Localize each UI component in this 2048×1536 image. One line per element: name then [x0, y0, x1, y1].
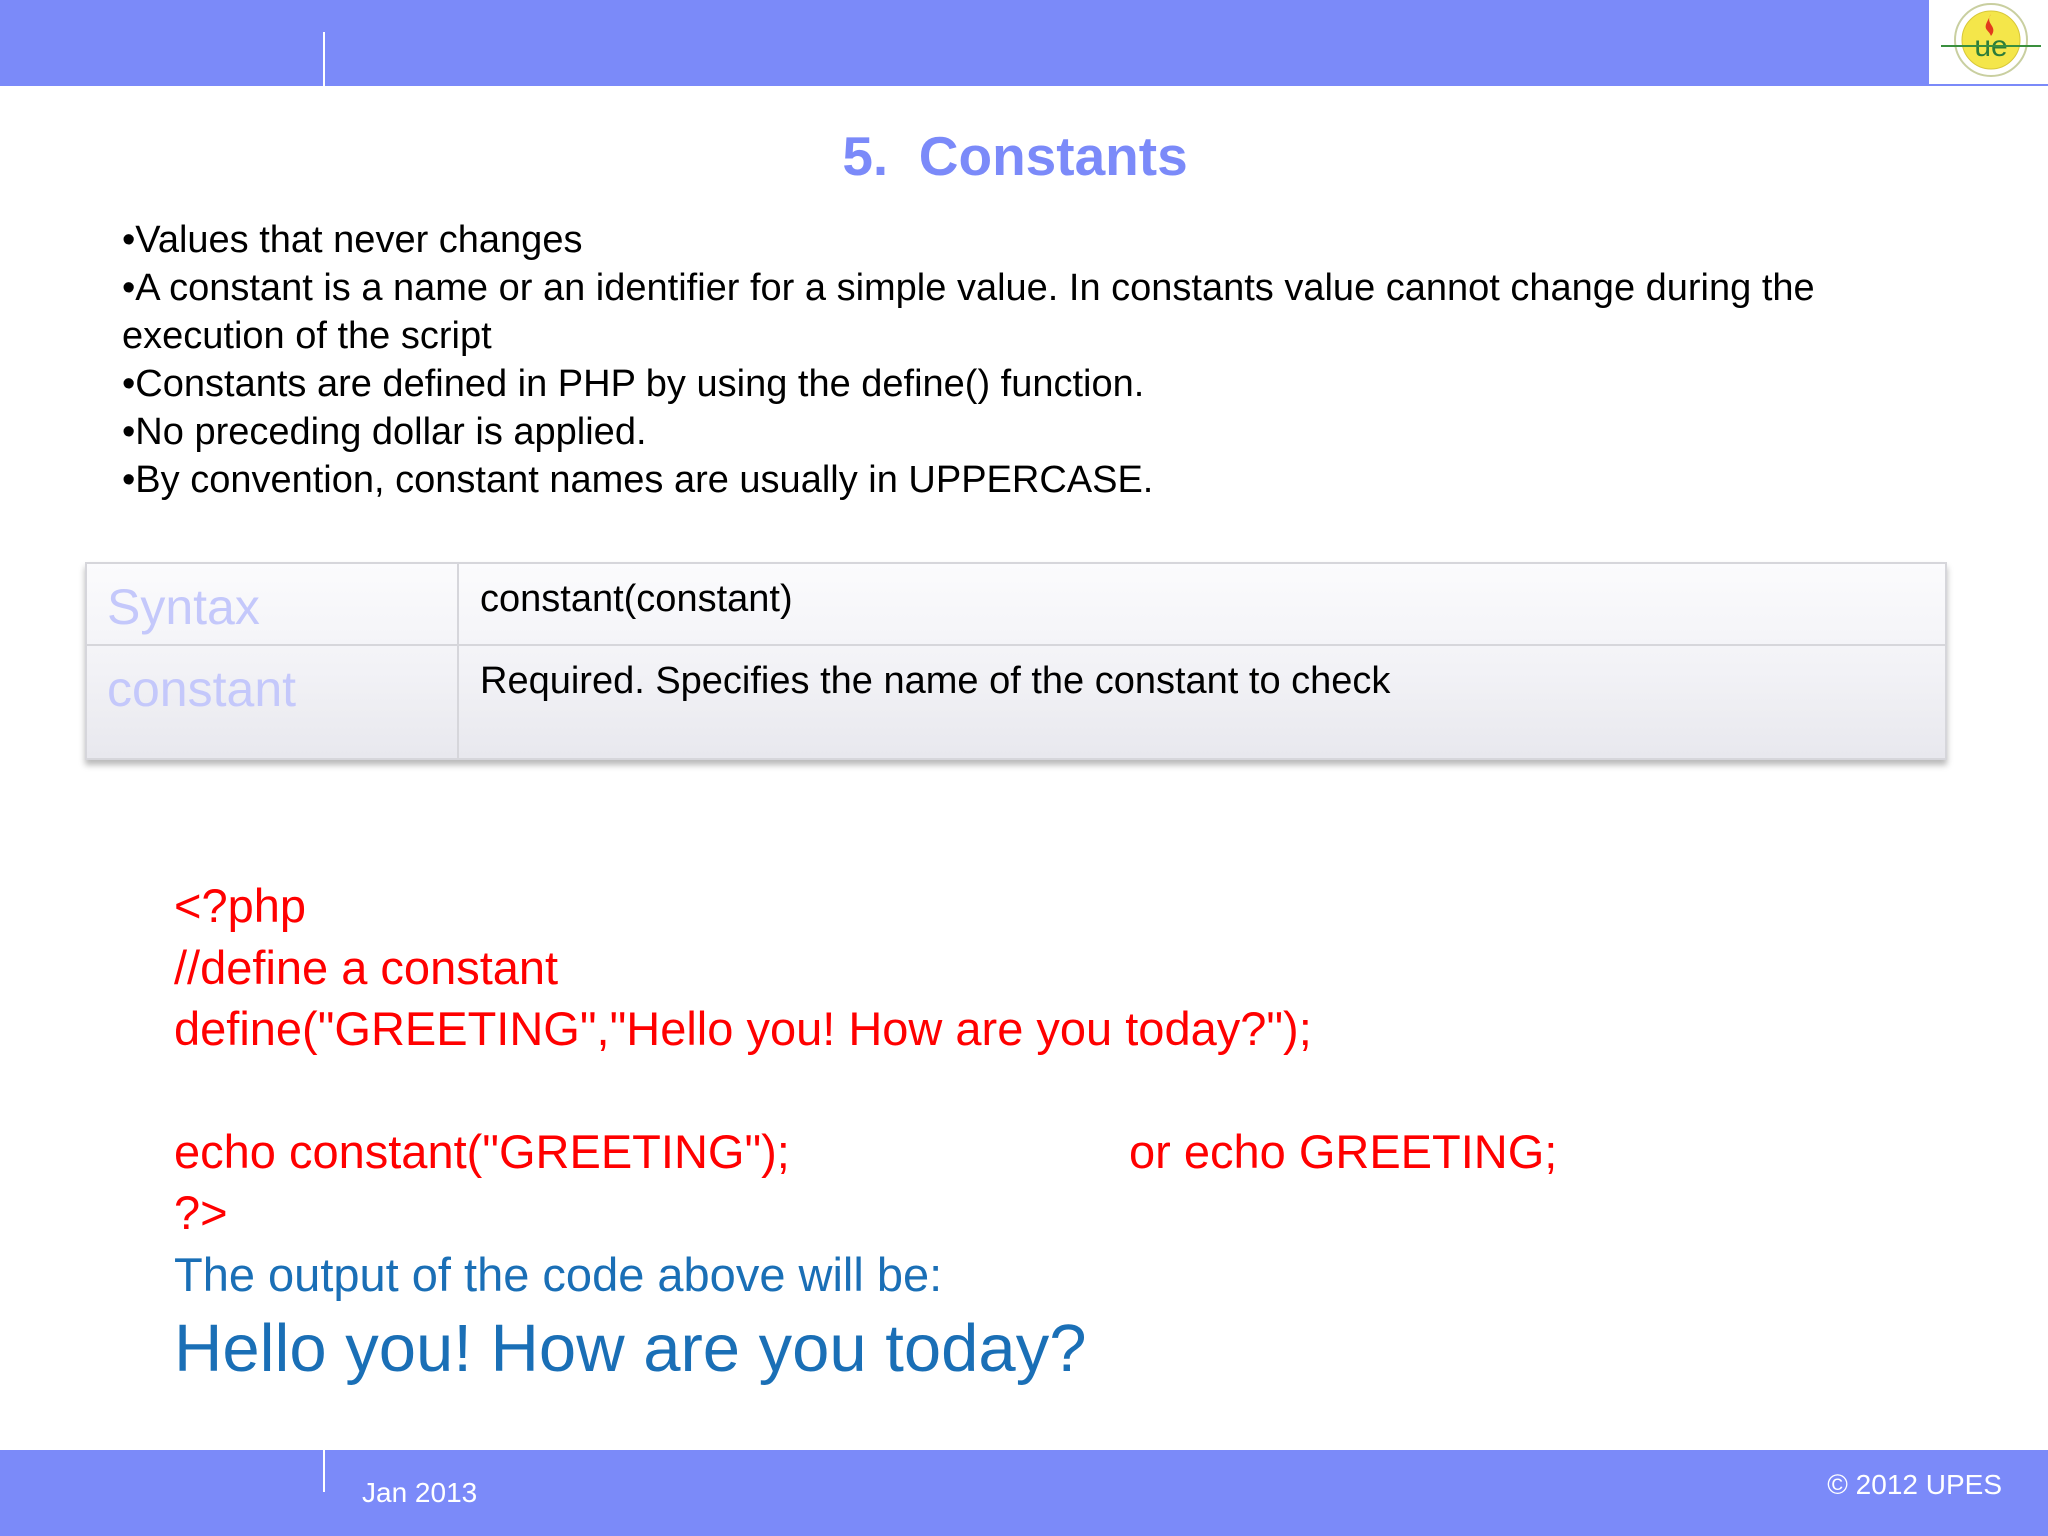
logo-text: ue [1974, 30, 2008, 63]
table-row [87, 646, 1945, 760]
bullet-item: •No preceding dollar is applied. [122, 411, 647, 453]
bullet-item: •By convention, constant names are usually in UPPERCASE. [122, 459, 1154, 501]
syntax-table [85, 562, 1947, 760]
bullet-item: •A constant is a name or an identifier for a simple value. In constants value cannot change during the execution of the script [122, 267, 1815, 357]
bullet-item: •Constants are defined in PHP by using the define() function. [122, 363, 1145, 405]
code-line: ?> [174, 1186, 228, 1239]
code-line: //define a constant [174, 941, 559, 994]
table-row [87, 564, 1945, 646]
footer-divider [323, 1450, 325, 1492]
code-line: define("GREETING","Hello you! How are you today?"); [174, 1002, 1312, 1055]
bullet-item: •Values that never changes [122, 219, 583, 261]
upes-logo [1929, 0, 2048, 84]
header-bar [0, 0, 2048, 86]
code-line-alternative: or echo GREETING; [1129, 1125, 1558, 1178]
table-cell-value: constant(constant) [480, 578, 793, 620]
table-cell-label: Syntax [107, 579, 260, 635]
footer-copyright: © 2012 UPES [1827, 1469, 2002, 1500]
output-label: The output of the code above will be: [174, 1248, 943, 1301]
table-cell-value: Required. Specifies the name of the constant to check [480, 660, 1391, 702]
table-column-divider [457, 564, 459, 758]
code-line: <?php [174, 879, 307, 932]
code-line: echo constant("GREETING"); [174, 1125, 790, 1178]
footer-date: Jan 2013 [362, 1477, 478, 1508]
output-value: Hello you! How are you today? [174, 1311, 1087, 1386]
slide-title: 5. Constants [842, 125, 1188, 187]
footer-bar [0, 1450, 2048, 1536]
bullet-list [122, 216, 1922, 504]
header-divider [323, 32, 325, 86]
table-cell-label: constant [107, 661, 297, 717]
